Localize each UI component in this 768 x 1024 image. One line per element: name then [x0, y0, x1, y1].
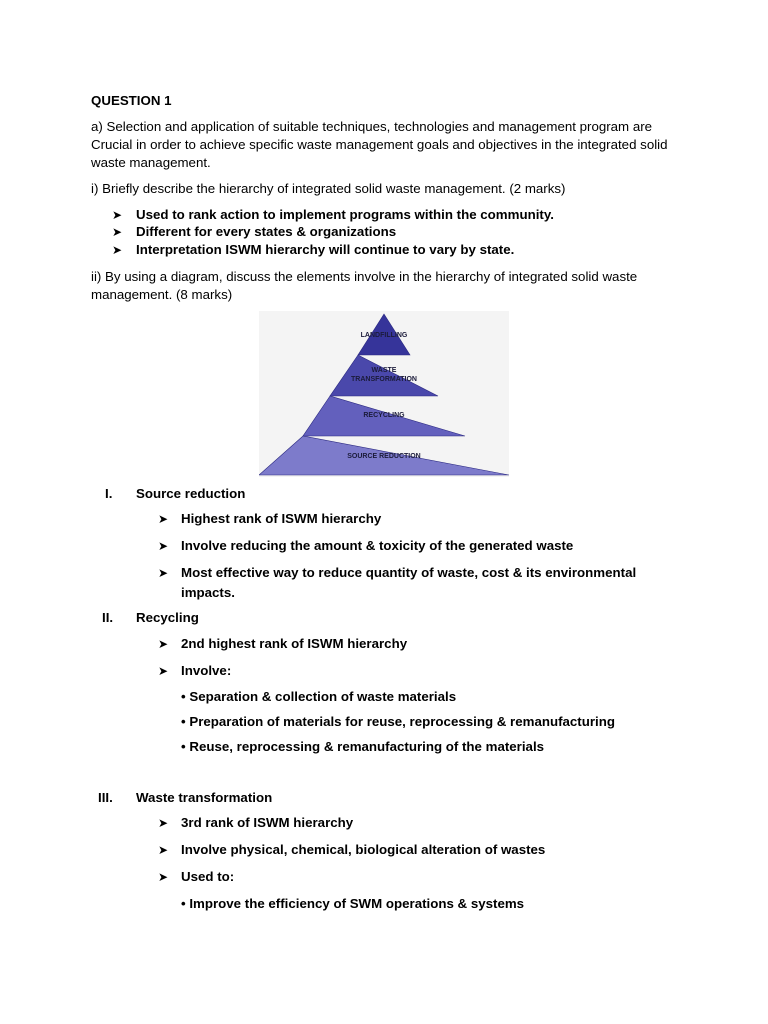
section-title: Recycling: [136, 610, 199, 625]
pyramid-label-waste: WASTE: [371, 367, 397, 374]
section-item: Most effective way to reduce quantity of waste, cost & its environmental: [181, 565, 637, 580]
pyramid-label-recycling: RECYCLING: [363, 412, 405, 419]
iswm-hierarchy-pyramid: [259, 311, 509, 477]
arrowhead-bullet-icon: ➤: [158, 566, 169, 580]
arrowhead-bullet-icon: ➤: [112, 243, 123, 257]
part-ii-text: ii) By using a diagram, discuss the elements involve in the hierarchy of integrated solid waste management. (8 marks): [91, 269, 638, 302]
arrowhead-bullet-icon: ➤: [158, 870, 169, 884]
part-i-bullet: Different for every states & organizations: [136, 224, 397, 239]
pyramid-svg: [259, 311, 509, 477]
section-subitem: • Reuse, reprocessing & remanufacturing of the materials: [181, 739, 545, 754]
section-item: Used to:: [181, 869, 235, 884]
pyramid-label-source-reduction: SOURCE REDUCTION: [347, 453, 421, 460]
part-i-text: i) Briefly describe the hierarchy of integrated solid waste management. (2 marks): [91, 181, 566, 196]
section-item: Involve physical, chemical, biological alteration of wastes: [181, 842, 546, 857]
section-numeral: III.: [98, 790, 113, 805]
section-numeral: I.: [105, 486, 113, 501]
section-item: Highest rank of ISWM hierarchy: [181, 511, 382, 526]
arrowhead-bullet-icon: ➤: [158, 816, 169, 830]
section-item: 3rd rank of ISWM hierarchy: [181, 815, 354, 830]
arrowhead-bullet-icon: ➤: [112, 225, 123, 239]
pyramid-label-transformation: TRANSFORMATION: [351, 376, 417, 383]
arrowhead-bullet-icon: ➤: [158, 843, 169, 857]
arrowhead-bullet-icon: ➤: [158, 664, 169, 678]
arrowhead-bullet-icon: ➤: [112, 208, 123, 222]
section-numeral: II.: [102, 610, 114, 625]
section-subitem: • Separation & collection of waste materials: [181, 689, 457, 704]
section-title: Waste transformation: [136, 790, 273, 805]
section-item: 2nd highest rank of ISWM hierarchy: [181, 636, 408, 651]
part-i-bullet: Used to rank action to implement programs within the community.: [136, 207, 554, 222]
arrowhead-bullet-icon: ➤: [158, 637, 169, 651]
arrowhead-bullet-icon: ➤: [158, 539, 169, 553]
section-item-continued: impacts.: [181, 585, 235, 600]
question-title: QUESTION 1: [91, 93, 172, 108]
pyramid-label-landfilling: LANDFILLING: [360, 332, 408, 339]
part-a-text: a) Selection and application of suitable techniques, technologies and management program are Crucial in order to achieve specific waste management goals and objectives in the integrated solid waste management.: [91, 119, 668, 170]
section-subitem: • Preparation of materials for reuse, reprocessing & remanufacturing: [181, 714, 615, 729]
section-title: Source reduction: [136, 486, 246, 501]
part-i-bullet: Interpretation ISWM hierarchy will continue to vary by state.: [136, 242, 515, 257]
section-item: Involve reducing the amount & toxicity of the generated waste: [181, 538, 574, 553]
section-subitem: • Improve the efficiency of SWM operations & systems: [181, 896, 525, 911]
arrowhead-bullet-icon: ➤: [158, 512, 169, 526]
section-item: Involve:: [181, 663, 232, 678]
